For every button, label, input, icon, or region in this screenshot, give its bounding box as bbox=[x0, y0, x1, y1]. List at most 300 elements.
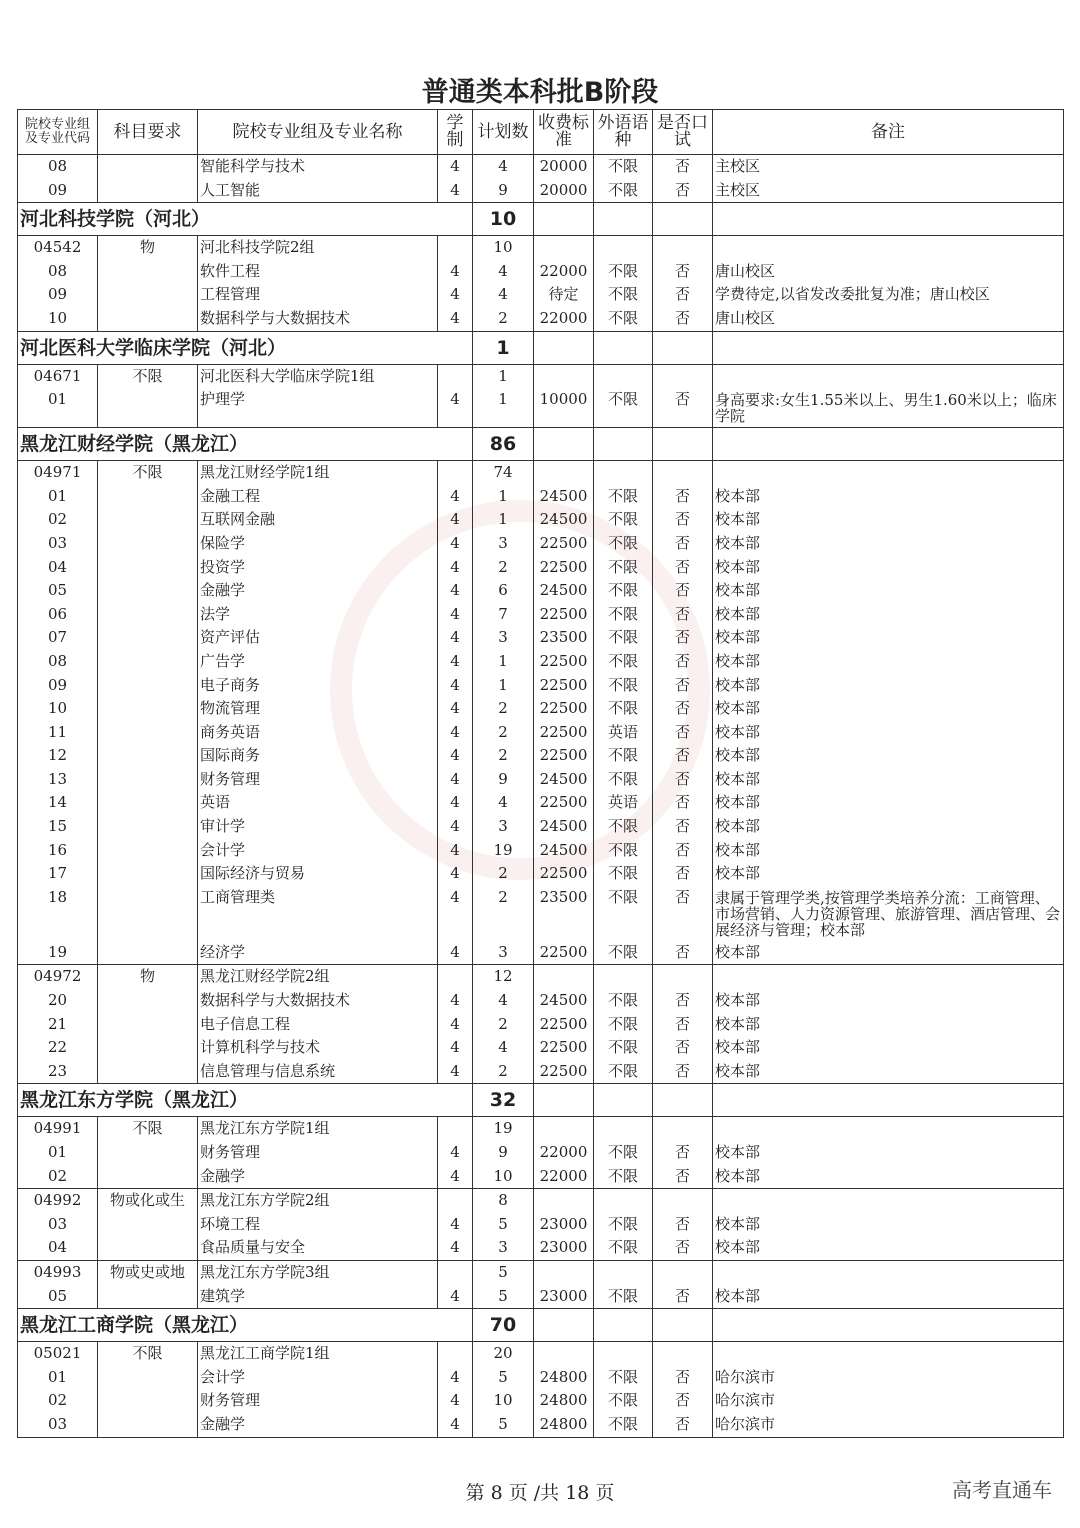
fee: 24500 bbox=[534, 815, 594, 839]
major-name: 国际经济与贸易 bbox=[198, 862, 438, 886]
major-code: 17 bbox=[18, 862, 98, 886]
school-plan: 86 bbox=[473, 428, 534, 461]
note: 校本部 bbox=[713, 579, 1064, 603]
fee: 22000 bbox=[534, 1141, 594, 1165]
oral-exam: 否 bbox=[653, 791, 713, 815]
empty-cell bbox=[653, 965, 713, 989]
note: 哈尔滨市 bbox=[713, 1366, 1064, 1390]
major-code: 09 bbox=[18, 179, 98, 203]
empty-cell bbox=[98, 603, 198, 627]
fee: 24500 bbox=[534, 839, 594, 863]
oral-exam: 否 bbox=[653, 179, 713, 203]
major-name: 投资学 bbox=[198, 556, 438, 580]
col-header-name: 院校专业组及专业名称 bbox=[198, 110, 438, 155]
empty-cell bbox=[713, 364, 1064, 388]
major-name: 计算机科学与技术 bbox=[198, 1036, 438, 1060]
school-row bbox=[18, 1309, 1064, 1342]
major-row bbox=[18, 579, 1064, 603]
major-row bbox=[18, 556, 1064, 580]
empty-cell bbox=[653, 331, 713, 364]
school-plan: 70 bbox=[473, 1309, 534, 1342]
group-code: 05021 bbox=[18, 1342, 98, 1366]
years: 4 bbox=[438, 1236, 473, 1260]
major-code: 09 bbox=[18, 283, 98, 307]
major-code: 20 bbox=[18, 989, 98, 1013]
plan-count: 10 bbox=[473, 1389, 534, 1413]
oral-exam: 否 bbox=[653, 862, 713, 886]
major-code: 08 bbox=[18, 650, 98, 674]
empty-cell bbox=[438, 1117, 473, 1141]
years: 4 bbox=[438, 1013, 473, 1037]
empty-cell bbox=[438, 364, 473, 388]
empty-cell bbox=[98, 1060, 198, 1084]
note: 校本部 bbox=[713, 862, 1064, 886]
oral-exam: 否 bbox=[653, 1366, 713, 1390]
years: 4 bbox=[438, 1413, 473, 1437]
empty-cell bbox=[653, 364, 713, 388]
major-name: 软件工程 bbox=[198, 260, 438, 284]
oral-exam: 否 bbox=[653, 307, 713, 331]
plan-count: 1 bbox=[473, 485, 534, 509]
empty-cell bbox=[534, 1117, 594, 1141]
school-name: 河北医科大学临床学院（河北） bbox=[18, 331, 473, 364]
major-name: 会计学 bbox=[198, 1366, 438, 1390]
major-code: 14 bbox=[18, 791, 98, 815]
major-code: 06 bbox=[18, 603, 98, 627]
empty-cell bbox=[98, 815, 198, 839]
plan-count: 6 bbox=[473, 579, 534, 603]
empty-cell bbox=[713, 1189, 1064, 1213]
oral-exam: 否 bbox=[653, 1285, 713, 1309]
language: 不限 bbox=[594, 307, 653, 331]
fee: 23000 bbox=[534, 1236, 594, 1260]
group-plan: 12 bbox=[473, 965, 534, 989]
oral-exam: 否 bbox=[653, 508, 713, 532]
years: 4 bbox=[438, 1366, 473, 1390]
empty-cell bbox=[534, 1084, 594, 1117]
group-row bbox=[18, 1342, 1064, 1366]
years: 4 bbox=[438, 1165, 473, 1189]
col-header-plan: 计划数 bbox=[473, 110, 534, 155]
language: 不限 bbox=[594, 1141, 653, 1165]
empty-cell bbox=[98, 886, 198, 941]
empty-cell bbox=[713, 1117, 1064, 1141]
major-code: 08 bbox=[18, 260, 98, 284]
empty-cell bbox=[98, 307, 198, 331]
major-row bbox=[18, 941, 1064, 965]
oral-exam: 否 bbox=[653, 744, 713, 768]
oral-exam: 否 bbox=[653, 941, 713, 965]
major-row bbox=[18, 283, 1064, 307]
school-row bbox=[18, 331, 1064, 364]
major-name: 经济学 bbox=[198, 941, 438, 965]
major-row bbox=[18, 862, 1064, 886]
major-row bbox=[18, 485, 1064, 509]
group-name: 黑龙江财经学院1组 bbox=[198, 461, 438, 485]
major-code: 21 bbox=[18, 1013, 98, 1037]
empty-cell bbox=[713, 1260, 1064, 1284]
major-row bbox=[18, 1389, 1064, 1413]
col-header-subject: 科目要求 bbox=[98, 110, 198, 155]
empty-cell bbox=[98, 1285, 198, 1309]
years: 4 bbox=[438, 768, 473, 792]
years: 4 bbox=[438, 815, 473, 839]
language: 不限 bbox=[594, 556, 653, 580]
major-code: 07 bbox=[18, 626, 98, 650]
empty-cell bbox=[713, 965, 1064, 989]
school-row bbox=[18, 428, 1064, 461]
fee: 20000 bbox=[534, 179, 594, 203]
school-name: 黑龙江东方学院（黑龙江） bbox=[18, 1084, 473, 1117]
major-code: 08 bbox=[18, 155, 98, 179]
major-name: 环境工程 bbox=[198, 1213, 438, 1237]
note: 校本部 bbox=[713, 1141, 1064, 1165]
empty-cell bbox=[98, 1213, 198, 1237]
empty-cell bbox=[438, 1342, 473, 1366]
empty-cell bbox=[594, 1189, 653, 1213]
note: 校本部 bbox=[713, 650, 1064, 674]
major-name: 互联网金融 bbox=[198, 508, 438, 532]
major-code: 02 bbox=[18, 1165, 98, 1189]
empty-cell bbox=[98, 941, 198, 965]
major-name: 财务管理 bbox=[198, 1389, 438, 1413]
fee: 24500 bbox=[534, 508, 594, 532]
major-row bbox=[18, 1236, 1064, 1260]
school-plan: 10 bbox=[473, 203, 534, 236]
empty-cell bbox=[98, 839, 198, 863]
empty-cell bbox=[98, 744, 198, 768]
empty-cell bbox=[653, 1260, 713, 1284]
oral-exam: 否 bbox=[653, 485, 713, 509]
language: 英语 bbox=[594, 721, 653, 745]
major-row bbox=[18, 989, 1064, 1013]
major-name: 智能科学与技术 bbox=[198, 155, 438, 179]
empty-cell bbox=[98, 721, 198, 745]
major-name: 食品质量与安全 bbox=[198, 1236, 438, 1260]
plan-count: 5 bbox=[473, 1213, 534, 1237]
major-row bbox=[18, 508, 1064, 532]
note: 校本部 bbox=[713, 1036, 1064, 1060]
empty-cell bbox=[594, 331, 653, 364]
empty-cell bbox=[438, 236, 473, 260]
col-header-fee: 收费标准 bbox=[534, 110, 594, 155]
major-code: 05 bbox=[18, 1285, 98, 1309]
plan-count: 19 bbox=[473, 839, 534, 863]
major-name: 广告学 bbox=[198, 650, 438, 674]
empty-cell bbox=[713, 461, 1064, 485]
group-code: 04542 bbox=[18, 236, 98, 260]
group-name: 黑龙江东方学院1组 bbox=[198, 1117, 438, 1141]
major-row bbox=[18, 388, 1064, 428]
plan-count: 4 bbox=[473, 155, 534, 179]
empty-cell bbox=[98, 674, 198, 698]
major-row bbox=[18, 260, 1064, 284]
group-row bbox=[18, 461, 1064, 485]
years: 4 bbox=[438, 603, 473, 627]
plan-count: 1 bbox=[473, 674, 534, 698]
language: 不限 bbox=[594, 485, 653, 509]
fee: 22500 bbox=[534, 744, 594, 768]
major-name: 金融学 bbox=[198, 1413, 438, 1437]
plan-count: 10 bbox=[473, 1165, 534, 1189]
major-code: 16 bbox=[18, 839, 98, 863]
group-code: 04991 bbox=[18, 1117, 98, 1141]
oral-exam: 否 bbox=[653, 721, 713, 745]
oral-exam: 否 bbox=[653, 768, 713, 792]
years: 4 bbox=[438, 886, 473, 941]
group-plan: 19 bbox=[473, 1117, 534, 1141]
language: 不限 bbox=[594, 1165, 653, 1189]
group-row bbox=[18, 1189, 1064, 1213]
note: 哈尔滨市 bbox=[713, 1389, 1064, 1413]
admissions-table bbox=[17, 109, 1064, 1438]
empty-cell bbox=[98, 626, 198, 650]
language: 英语 bbox=[594, 791, 653, 815]
group-code: 04971 bbox=[18, 461, 98, 485]
major-code: 01 bbox=[18, 485, 98, 509]
empty-cell bbox=[98, 1236, 198, 1260]
group-name: 黑龙江东方学院2组 bbox=[198, 1189, 438, 1213]
group-plan: 1 bbox=[473, 364, 534, 388]
language: 不限 bbox=[594, 626, 653, 650]
major-name: 金融工程 bbox=[198, 485, 438, 509]
group-row bbox=[18, 1117, 1064, 1141]
oral-exam: 否 bbox=[653, 603, 713, 627]
oral-exam: 否 bbox=[653, 674, 713, 698]
group-row bbox=[18, 1260, 1064, 1284]
language: 不限 bbox=[594, 508, 653, 532]
subject-requirement: 不限 bbox=[98, 1342, 198, 1366]
empty-cell bbox=[653, 461, 713, 485]
empty-cell bbox=[713, 1309, 1064, 1342]
major-name: 金融学 bbox=[198, 579, 438, 603]
fee: 24500 bbox=[534, 989, 594, 1013]
fee: 23000 bbox=[534, 1285, 594, 1309]
fee: 22000 bbox=[534, 307, 594, 331]
empty-cell bbox=[713, 236, 1064, 260]
major-name: 数据科学与大数据技术 bbox=[198, 307, 438, 331]
language: 不限 bbox=[594, 674, 653, 698]
subject-requirement: 物或化或生 bbox=[98, 1189, 198, 1213]
empty-cell bbox=[594, 236, 653, 260]
language: 不限 bbox=[594, 1060, 653, 1084]
plan-count: 4 bbox=[473, 791, 534, 815]
col-header-years: 学制 bbox=[438, 110, 473, 155]
fee: 24500 bbox=[534, 768, 594, 792]
table-header bbox=[18, 110, 1064, 155]
language: 不限 bbox=[594, 1036, 653, 1060]
note: 校本部 bbox=[713, 768, 1064, 792]
empty-cell bbox=[98, 1141, 198, 1165]
empty-cell bbox=[534, 965, 594, 989]
years: 4 bbox=[438, 626, 473, 650]
major-code: 03 bbox=[18, 1413, 98, 1437]
empty-cell bbox=[594, 1084, 653, 1117]
oral-exam: 否 bbox=[653, 1413, 713, 1437]
language: 不限 bbox=[594, 283, 653, 307]
fee: 22500 bbox=[534, 721, 594, 745]
major-row bbox=[18, 1165, 1064, 1189]
fee: 24800 bbox=[534, 1389, 594, 1413]
years: 4 bbox=[438, 388, 473, 428]
empty-cell bbox=[98, 155, 198, 179]
language: 不限 bbox=[594, 579, 653, 603]
oral-exam: 否 bbox=[653, 839, 713, 863]
plan-count: 3 bbox=[473, 626, 534, 650]
empty-cell bbox=[98, 485, 198, 509]
language: 不限 bbox=[594, 1413, 653, 1437]
note: 校本部 bbox=[713, 1285, 1064, 1309]
years: 4 bbox=[438, 307, 473, 331]
oral-exam: 否 bbox=[653, 886, 713, 941]
plan-count: 2 bbox=[473, 1013, 534, 1037]
empty-cell bbox=[438, 965, 473, 989]
note: 校本部 bbox=[713, 1213, 1064, 1237]
years: 4 bbox=[438, 1213, 473, 1237]
major-row bbox=[18, 674, 1064, 698]
fee: 24500 bbox=[534, 485, 594, 509]
group-row bbox=[18, 364, 1064, 388]
fee: 23500 bbox=[534, 626, 594, 650]
col-header-note: 备注 bbox=[713, 110, 1064, 155]
group-code: 04992 bbox=[18, 1189, 98, 1213]
oral-exam: 否 bbox=[653, 388, 713, 428]
plan-count: 5 bbox=[473, 1413, 534, 1437]
major-row bbox=[18, 768, 1064, 792]
language: 不限 bbox=[594, 886, 653, 941]
fee: 10000 bbox=[534, 388, 594, 428]
empty-cell bbox=[594, 1342, 653, 1366]
major-name: 法学 bbox=[198, 603, 438, 627]
major-name: 金融学 bbox=[198, 1165, 438, 1189]
fee: 22500 bbox=[534, 1036, 594, 1060]
group-name: 河北医科大学临床学院1组 bbox=[198, 364, 438, 388]
empty-cell bbox=[534, 1342, 594, 1366]
years: 4 bbox=[438, 744, 473, 768]
oral-exam: 否 bbox=[653, 1036, 713, 1060]
oral-exam: 否 bbox=[653, 1013, 713, 1037]
group-plan: 74 bbox=[473, 461, 534, 485]
years: 4 bbox=[438, 941, 473, 965]
major-name: 护理学 bbox=[198, 388, 438, 428]
school-name: 黑龙江财经学院（黑龙江） bbox=[18, 428, 473, 461]
empty-cell bbox=[713, 428, 1064, 461]
empty-cell bbox=[534, 1189, 594, 1213]
major-name: 工程管理 bbox=[198, 283, 438, 307]
plan-count: 4 bbox=[473, 260, 534, 284]
group-row bbox=[18, 236, 1064, 260]
major-code: 01 bbox=[18, 388, 98, 428]
major-name: 电子商务 bbox=[198, 674, 438, 698]
fee: 24500 bbox=[534, 579, 594, 603]
empty-cell bbox=[98, 1389, 198, 1413]
plan-count: 3 bbox=[473, 1236, 534, 1260]
note: 校本部 bbox=[713, 1236, 1064, 1260]
years: 4 bbox=[438, 1141, 473, 1165]
empty-cell bbox=[98, 862, 198, 886]
major-name: 商务英语 bbox=[198, 721, 438, 745]
language: 不限 bbox=[594, 532, 653, 556]
plan-count: 4 bbox=[473, 283, 534, 307]
language: 不限 bbox=[594, 650, 653, 674]
note: 校本部 bbox=[713, 508, 1064, 532]
empty-cell bbox=[653, 1084, 713, 1117]
major-name: 审计学 bbox=[198, 815, 438, 839]
plan-count: 3 bbox=[473, 815, 534, 839]
major-name: 资产评估 bbox=[198, 626, 438, 650]
major-name: 财务管理 bbox=[198, 1141, 438, 1165]
major-code: 15 bbox=[18, 815, 98, 839]
plan-count: 3 bbox=[473, 941, 534, 965]
years: 4 bbox=[438, 989, 473, 1013]
fee: 24800 bbox=[534, 1366, 594, 1390]
major-code: 22 bbox=[18, 1036, 98, 1060]
major-code: 19 bbox=[18, 941, 98, 965]
oral-exam: 否 bbox=[653, 1213, 713, 1237]
major-name: 会计学 bbox=[198, 839, 438, 863]
empty-cell bbox=[98, 179, 198, 203]
empty-cell bbox=[98, 508, 198, 532]
group-code: 04671 bbox=[18, 364, 98, 388]
group-name: 河北科技学院2组 bbox=[198, 236, 438, 260]
plan-count: 2 bbox=[473, 721, 534, 745]
fee: 22000 bbox=[534, 1165, 594, 1189]
group-plan: 20 bbox=[473, 1342, 534, 1366]
years: 4 bbox=[438, 791, 473, 815]
note: 唐山校区 bbox=[713, 307, 1064, 331]
major-row bbox=[18, 886, 1064, 941]
empty-cell bbox=[98, 1413, 198, 1437]
empty-cell bbox=[534, 461, 594, 485]
major-code: 12 bbox=[18, 744, 98, 768]
major-row bbox=[18, 744, 1064, 768]
years: 4 bbox=[438, 697, 473, 721]
major-row bbox=[18, 626, 1064, 650]
major-name: 人工智能 bbox=[198, 179, 438, 203]
plan-count: 2 bbox=[473, 886, 534, 941]
note: 哈尔滨市 bbox=[713, 1413, 1064, 1437]
fee: 22500 bbox=[534, 650, 594, 674]
empty-cell bbox=[98, 1036, 198, 1060]
plan-count: 4 bbox=[473, 1036, 534, 1060]
note: 校本部 bbox=[713, 791, 1064, 815]
group-code: 04972 bbox=[18, 965, 98, 989]
oral-exam: 否 bbox=[653, 1389, 713, 1413]
empty-cell bbox=[438, 1189, 473, 1213]
note: 校本部 bbox=[713, 556, 1064, 580]
years: 4 bbox=[438, 1036, 473, 1060]
group-code: 04993 bbox=[18, 1260, 98, 1284]
major-name: 电子信息工程 bbox=[198, 1013, 438, 1037]
major-code: 05 bbox=[18, 579, 98, 603]
years: 4 bbox=[438, 532, 473, 556]
note: 校本部 bbox=[713, 941, 1064, 965]
empty-cell bbox=[98, 260, 198, 284]
empty-cell bbox=[534, 1309, 594, 1342]
major-name: 英语 bbox=[198, 791, 438, 815]
note: 校本部 bbox=[713, 1013, 1064, 1037]
group-name: 黑龙江东方学院3组 bbox=[198, 1260, 438, 1284]
empty-cell bbox=[438, 461, 473, 485]
group-name: 黑龙江工商学院1组 bbox=[198, 1342, 438, 1366]
note: 校本部 bbox=[713, 744, 1064, 768]
major-row bbox=[18, 532, 1064, 556]
plan-count: 2 bbox=[473, 307, 534, 331]
oral-exam: 否 bbox=[653, 155, 713, 179]
note: 校本部 bbox=[713, 697, 1064, 721]
empty-cell bbox=[713, 203, 1064, 236]
oral-exam: 否 bbox=[653, 283, 713, 307]
